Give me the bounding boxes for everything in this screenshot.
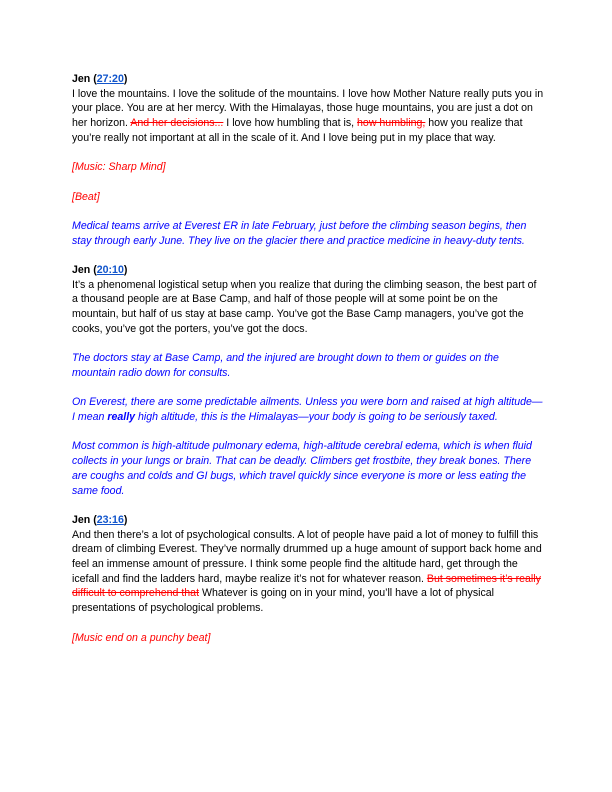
text-segment: I love the mountains. I love the solitude of the mountains. I love how Mother Nature really puts you in your place. You are at her mercy. With the Himalayas, those huge mountains, you are just a dot on her horizon. [72, 87, 544, 130]
text-segment: high altitude, this is the Himalayas—your body is going to be seriously taxed. [135, 411, 498, 424]
narration-paragraph [72, 395, 544, 424]
speaker-name: Jen [72, 73, 91, 85]
speaker-line: Jen (23:16) [72, 513, 128, 526]
text-segment: Whatever is going on in your mind, you’ll have a lot of physical presentations of psychological problems. [72, 587, 495, 615]
speaker-name: Jen [72, 513, 91, 526]
music-cue: [Music end on a punchy beat] [72, 631, 211, 644]
text-segment: On Everest, there are some predictable ailments. Unless you were born and raised at high altitude—I mean [72, 396, 543, 424]
deleted-text: how humbling, [357, 117, 426, 130]
beat-cue: [Beat] [72, 190, 100, 203]
speaker-paragraph [72, 528, 544, 616]
deleted-text: And her decisions... [130, 117, 224, 130]
timestamp-link[interactable]: 27:20 [96, 73, 124, 85]
deleted-text: But sometimes it’s really difficult to comprehend that [72, 572, 541, 600]
text-segment: I love how humbling that is, [223, 117, 358, 130]
narration-paragraph [72, 351, 544, 380]
timestamp-link[interactable]: 20:10 [96, 264, 124, 277]
text-segment: Medical teams arrive at Everest ER in late February, just before the climbing season begins, then stay through early June. They live on the glacier there and practice medicine in heavy-duty tents. [72, 219, 527, 247]
text-segment: how you realize that you’re really not important at all in the scale of it. And I love being put in my place that way. [72, 117, 523, 144]
text-segment: Most common is high-altitude pulmonary edema, high-altitude cerebral edema, which is when fluid collects in your lungs or brain. That can be deadly. Climbers get frostbite, they break bones. There are coughs and colds and GI bugs, which travel quickly since everyone is more or less eating the same food. [72, 440, 532, 497]
speaker-line: Jen (20:10) [72, 264, 128, 277]
text-segment: The doctors stay at Base Camp, and the injured are brought down to them or guides on the mountain radio down for consults. [72, 352, 499, 379]
text-segment: And then there’s a lot of psychological consults. A lot of people have paid a lot of money to fulfill this dream of climbing Everest. They’ve normally drummed up a huge amount of support back home and feel an immense amount of pressure. I think some people find the altitude hard, get through the icefall and find the ladders hard, maybe realize it’s not for whatever reason. [72, 528, 542, 585]
speaker-paragraph [72, 278, 544, 337]
speaker-paragraph [72, 87, 544, 146]
transcript-page [72, 72, 544, 645]
timestamp-link[interactable]: 23:16 [96, 513, 124, 526]
music-cue: [Music: Sharp Mind] [72, 161, 166, 174]
speaker-name: Jen [72, 264, 91, 277]
text-segment: It’s a phenomenal logistical setup when you realize that during the climbing season, the best part of a thousand people are at Base Camp, and half of those people will at some point be on the mountain, but half of us stay at base camp. You’ve got the Base Camp managers, you’ve got the cooks, you’ve got the porters, you’ve got the docs. [72, 278, 537, 335]
emphasis-text: really [107, 411, 136, 424]
speaker-line: Jen (27:20) [72, 73, 128, 85]
narration-paragraph [72, 219, 544, 248]
narration-paragraph [72, 439, 544, 498]
